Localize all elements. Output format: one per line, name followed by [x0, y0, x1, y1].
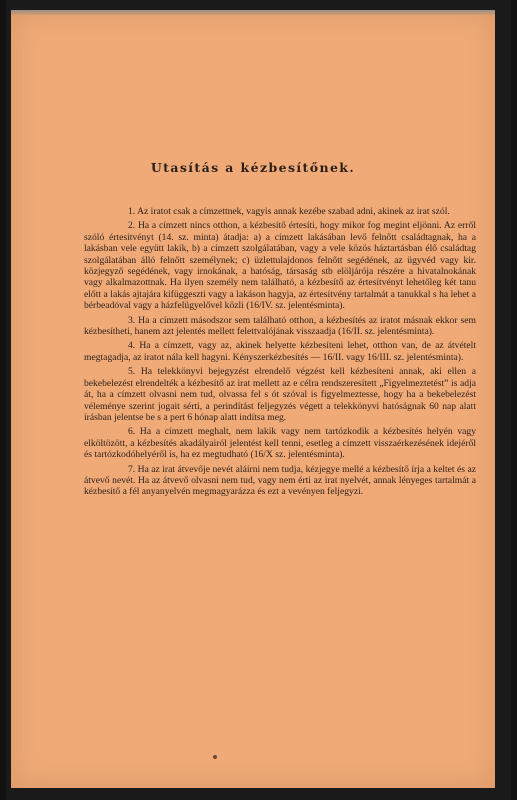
instruction-item-5: 5. Ha telekkönyvi bejegyzést elrendelő végzést kell kézbesíteni annak, aki ellen a bekebelezést elrendelték a kézbesítő az irat mellett az e célra rendszeresített „Figyelmeztetést” is adja át, ha a címzett olvasni nem tud, olvassa fel s ót szóval is figyelmeztesse, hogy ha a bekebelezést véleménye szerint jogait sérti, a perindítást feljegyzés végett a telekkönyvi hatóságnak 60 nap alatt írásban jelentse be s a pert 6 hónap alatt indítsa meg. [84, 366, 476, 423]
document-title: Utasítás a kézbesítőnek. [150, 160, 356, 175]
instruction-item-7: 7. Ha az irat átvevője nevét aláírni nem tudja, kézjegye mellé a kézbesítő írja a keltet és az átvevő nevét. Ha az átvevő olvasni nem tud, vagy nem érti az irat nyelvét, annak lényeges tartalmát a kézbesítő a fél anyanyelvén megmagyarázza és ezt a vevényen feljegyzi. [84, 463, 476, 498]
ink-dot [213, 755, 217, 759]
scan-left-edge [0, 0, 6, 800]
instruction-item-2: 2. Ha a címzett nincs otthon, a kézbesítő értesíti, hogy mikor fog megint eljönni. Az erről szóló értesítvényt (14. sz. minta) átadja: a) a címzett lakásában levő felnőtt családtagnak, ha a lakásban vele együtt lakik, b) a címzett szolgálatában, vagy a vele közös háztartásban élő családtag szolgálatában álló felnőtt személynek; c) üzlettulajdonos felnőtt segédének, az ügyvéd vagy kir. közjegyző segédének, vagy irnokának, a hatóság, társaság stb elöljárója részére a hivatalnokának vagy alkalmazottnak. Ha ilyen személy nem található, a kézbesítő az értesítvényt lehetőleg két tanu előtt a lakás ajtajára kifüggeszti vagy a lakáson hagyja, az értesítvény tartalmát a tanukkal s ha lehet a bérbeadóval vagy a házfelügyelővel közli (16/IV. sz. jelentésminta). [84, 220, 476, 312]
instruction-item-3: 3. Ha a címzett másodszor sem található otthon, a kézbesítés az iratot másnak ekkor sem kézbesítheti, hanem azt jelentés mellett felettvalójának visszaadja (16/II. sz. jelentésminta). [84, 314, 476, 338]
scan-right-edge [511, 0, 517, 800]
document-sheet [11, 10, 495, 788]
instruction-item-6: 6. Ha a címzett meghalt, nem lakik vagy nem tartózkodik a kézbesítés helyén vagy elköltözött, a kézbesítés akadályairól jelentést kell tenni, esetleg a címzett visszaérkezésének idejéről és tartózkodóhelyéről is, ha ez megtudható (16/X sz. jelentésminta). [84, 426, 476, 461]
paper-top-edge [11, 10, 495, 15]
instruction-item-1: 1. Az iratot csak a címzettnek, vagyis annak kezébe szabad adni, akinek az irat szól. [128, 206, 450, 217]
instruction-list [84, 206, 476, 501]
instruction-item-4: 4. Ha a címzett, vagy az, akinek helyette kézbesíteni lehet, otthon van, de az átvételt megtagadja, az iratot nála kell hagyni. Kényszerkézbesítés — 16/II. vagy 16/III. sz. jelentésminta). [84, 340, 476, 363]
